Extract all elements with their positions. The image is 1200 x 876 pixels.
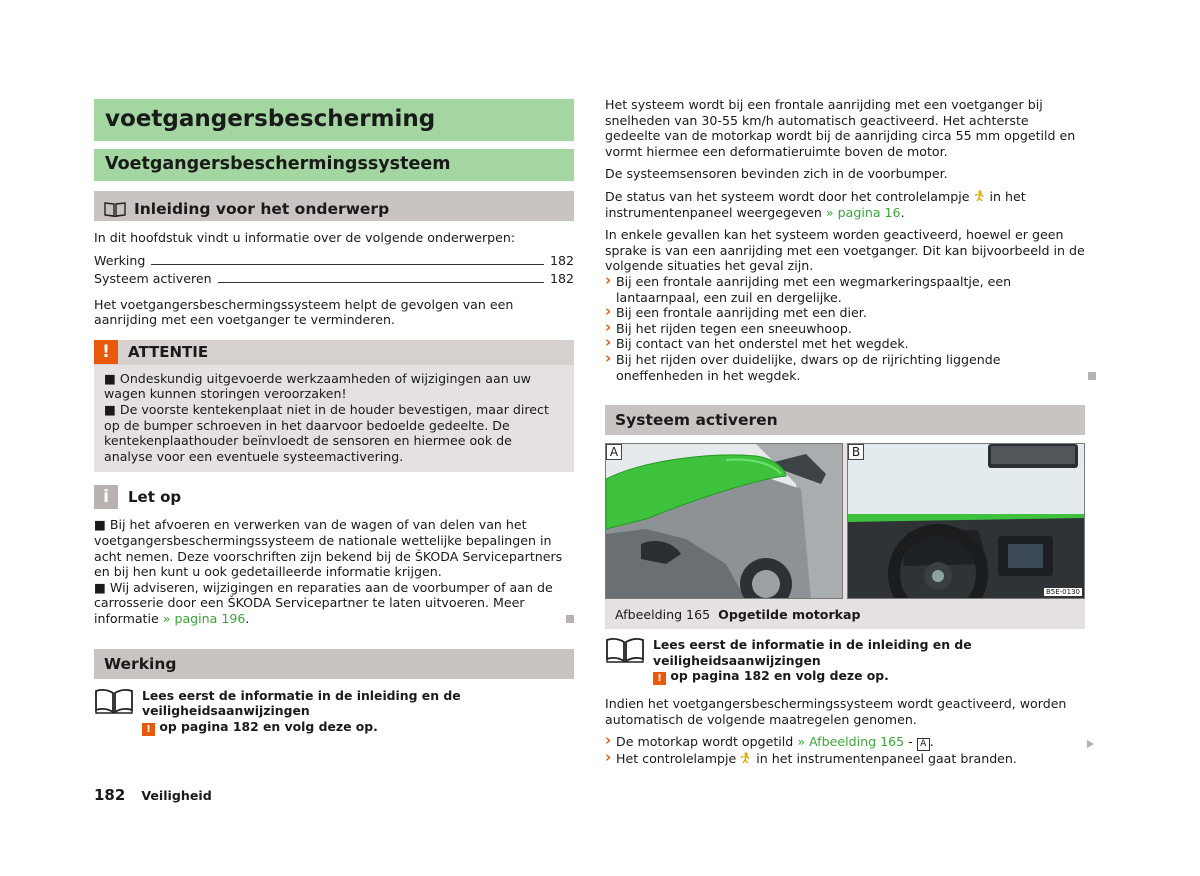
right-column [605,97,1085,767]
section-end-marker [1088,372,1096,380]
step-text: De motorkap wordt opgetild [616,734,798,750]
note-item-end: . [245,610,250,626]
note-title: Let op [128,487,182,506]
read-first-line2: op pagina 182 en volg deze op. [155,718,378,734]
sensor-paragraph: De systeemsensoren bevinden zich in de voorbumper. [605,166,948,182]
activation-steps-list [605,734,1085,767]
warning-box [94,340,574,473]
activation-paragraph: Indien het voetgangersbeschermingssysteem wordt geactiveerd, worden automatisch de volgende maatregelen genomen. [605,696,1067,727]
activate-heading: Systeem activeren [605,405,1085,435]
toc-item[interactable] [94,270,574,288]
note-item [94,580,574,627]
trigger-cases-list [605,274,1085,383]
note-item-text: ■ Wij adviseren, wijzigingen en reparaties aan de voorbumper of aan de carrosserie door een ŠKODA Servicepartner te laten uitvoeren. Meer informatie [94,579,553,626]
figure-images [605,443,1085,599]
open-book-icon [94,688,134,714]
warning-item: ■ De voorste kentekenplaat niet in de houder bevestigen, maar direct op de bumper schroeven in het daarvoor bedoelde gedeelte. De kentekenplaathouder beïnvloedt de sensoren en hiermee ook de analyse voor een eventuele systeemactivering. [104,401,549,464]
warning-title: ATTENTIE [128,343,209,362]
toc-label: Systeem activeren [94,270,212,286]
warning-item: ■ Ondeskundig uitgevoerde werkzaamheden of wijzigingen aan uw wagen kunnen storingen veroorzaken! [104,370,531,402]
warning-header [94,340,574,365]
warning-mini-icon: ! [142,723,155,736]
status-paragraph [605,189,1085,220]
figure-165-link[interactable]: » Afbeelding 165 [797,734,905,750]
book-icon [104,201,126,217]
warning-body [94,365,574,473]
read-first-text [653,637,1085,685]
read-first-notice [605,637,1085,685]
toc-label: Werking [94,252,146,268]
step-text: Het controlelampje [616,751,741,767]
continue-arrow-icon [1087,740,1094,748]
pedestrian-warning-icon [974,190,986,202]
pedestrian-warning-icon [740,752,752,764]
read-first-line: Lees eerst de informatie in de inleiding en de veiligheidsaanwijzingen [653,637,972,668]
figure-panel-b [847,443,1085,599]
list-item: › Bij een frontale aanrijding met een dier. [605,305,1085,321]
topic-list [94,252,574,288]
figure-panel-a [605,443,843,599]
status-text: De status van het systeem wordt door het controlelampje [605,188,974,204]
car-interior-illustration [848,444,1085,599]
read-first-line: Lees eerst de informatie in de inleiding en de veiligheidsaanwijzingen [142,687,461,719]
toc-leader [151,264,544,265]
toc-page: 182 [549,252,574,268]
page-16-link[interactable]: » pagina 16 [825,204,901,220]
status-text2: in het instrumentenpaneel weergegeven [605,188,1026,220]
note-item: ■ Bij het afvoeren en verwerken van de wagen of van delen van het voetgangersbeschermingssysteem de nationale wettelijke bepalingen in acht nemen. Deze voorschriften zijn bekend bij de ŠKODA Servicepartners en bij hen kunt u ook gedetailleerde informatie krijgen. [94,517,563,580]
warning-icon: ! [94,340,118,364]
intro-heading-text: Inleiding voor het onderwerp [134,199,390,218]
read-first-line2: op pagina 182 en volg deze op. [666,668,889,684]
panel-label-a: A [606,444,622,460]
step-text2: in het instrumentenpaneel gaat branden. [752,751,1017,767]
chapter-title: voetgangersbescherming [94,99,574,141]
werking-heading: Werking [94,649,574,679]
page-196-link[interactable]: » pagina 196 [162,610,246,626]
figure-165 [605,443,1085,629]
toc-leader [218,282,544,283]
read-first-notice [94,688,574,736]
page-number: 182 [94,786,126,804]
left-column [94,99,574,736]
step-end: . [929,734,934,750]
intro-heading [94,191,574,221]
warning-mini-icon: ! [653,672,666,685]
status-end: . [900,204,905,220]
open-book-icon [605,637,645,663]
figure-code: B5E-0130 [1045,588,1080,597]
list-item: › Bij contact van het onderstel met het wegdek. [605,336,1085,352]
caption-number: Afbeelding 165 [615,607,711,623]
list-item [605,751,1085,767]
panel-label-b: B [848,444,864,460]
toc-item[interactable] [94,252,574,270]
false-trigger-paragraph: In enkele gevallen kan het systeem worden geactiveerd, hoewel er geen sprake is van een aanrijding met een voetganger. Dit kan bijvoorbeeld in de volgende situaties het geval zijn. [605,227,1085,274]
section-title: Voetgangersbeschermingssysteem [94,149,574,181]
read-first-text [142,688,574,736]
car-exterior-illustration [606,444,843,599]
list-item [605,352,1085,383]
list-item: › Bij het rijden tegen een sneeuwhoop. [605,321,1085,337]
step-sep: - [904,734,917,750]
panel-ref-a: A [917,738,930,751]
system-paragraph: Het systeem wordt bij een frontale aanrijding met een voetganger bij snelheden van 30-55 km/h automatisch geactiveerd. Het achterste gedeelte van de motorkap wordt bij de aanrijding circa 55 mm opgetild en vormt hiermee een deformatieruimte boven de motor. [605,97,1076,159]
intro-text: In dit hoofdstuk vindt u informatie over de volgende onderwerpen: [94,230,516,245]
section-end-marker [566,615,574,623]
toc-page: 182 [549,270,574,286]
page-footer [94,786,212,804]
note-body [94,517,574,626]
caption-title: Opgetilde motorkap [718,607,861,623]
note-box [94,484,574,626]
note-header [94,484,574,509]
system-description: Het voetgangersbeschermingssysteem helpt de gevolgen van een aanrijding met een voetganger te verminderen. [94,296,514,328]
list-item-text: Bij het rijden over duidelijke, dwars op de rijrichting liggende oneffenheden in het wegdek. [616,351,1001,383]
figure-caption [605,599,1085,629]
list-item [605,734,1085,751]
info-icon: i [94,485,118,509]
list-item: › Bij een frontale aanrijding met een wegmarkeringspaaltje, een lantaarnpaal, een zuil en dergelijke. [605,274,1085,305]
footer-section: Veiligheid [141,788,212,803]
